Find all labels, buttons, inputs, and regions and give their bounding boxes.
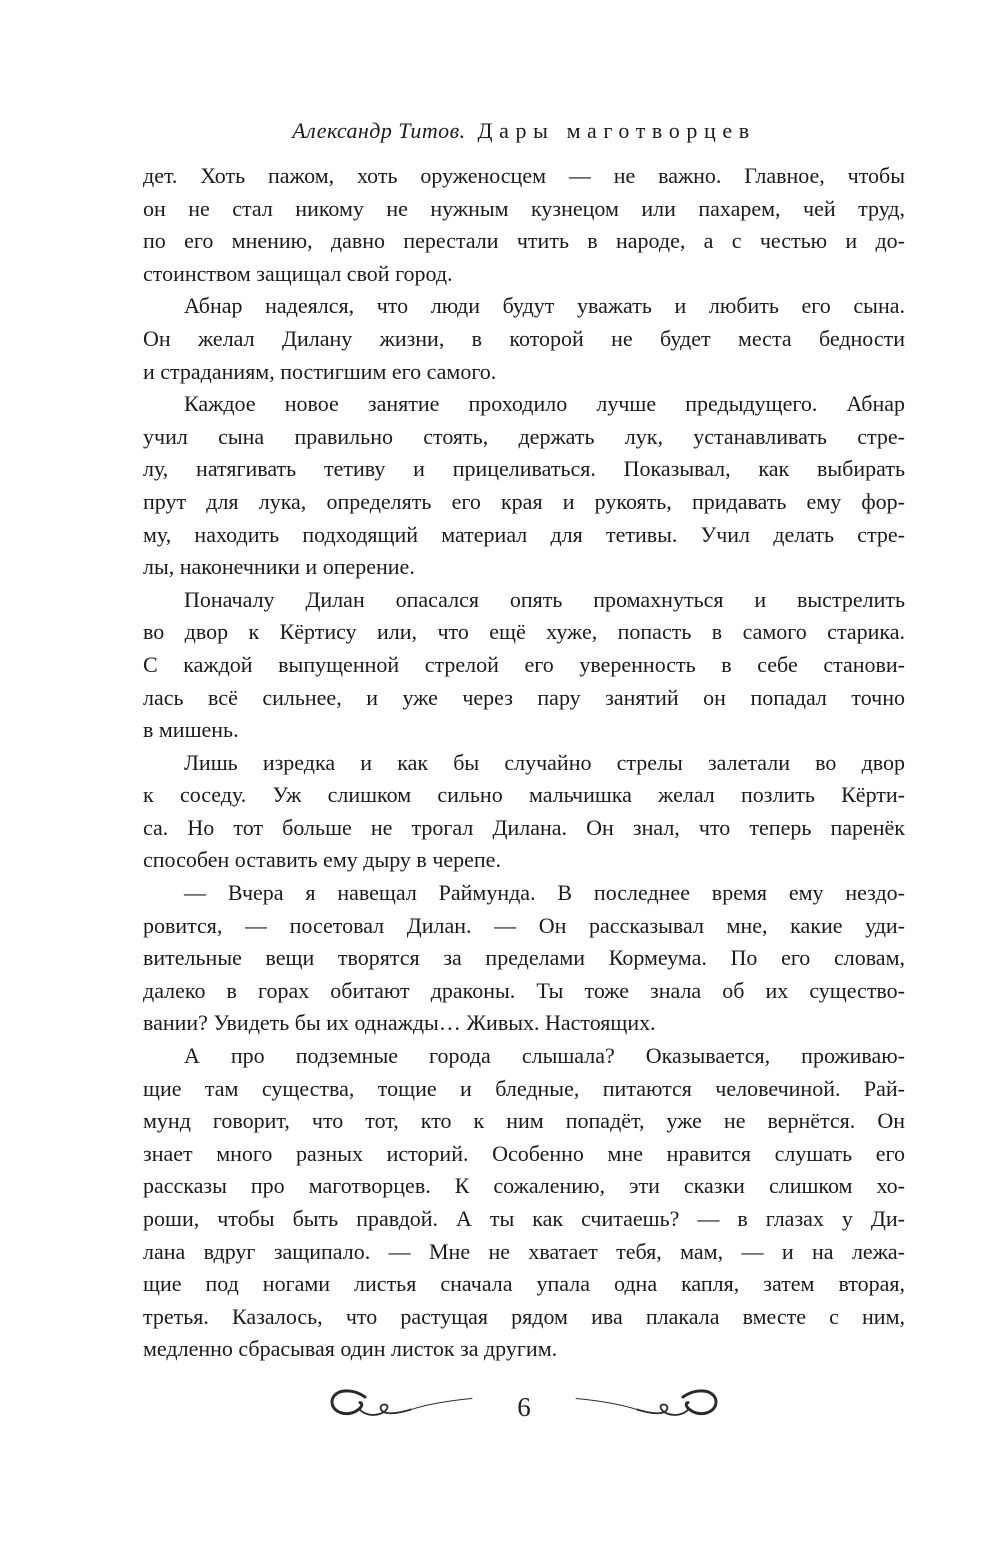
text-line: са. Но тот больше не трогал Дилана. Он знал, что теперь паренёк <box>143 814 905 840</box>
text-line: А про подземные города слышала? Оказывается, проживаю- <box>184 1043 905 1069</box>
flourish-left-icon <box>325 1385 475 1429</box>
text-line: лы, наконечники и оперение. <box>143 554 415 580</box>
paragraph <box>143 877 905 1040</box>
text-line: по его мнению, давно перестали чтить в народе, а с честью и до- <box>143 228 905 254</box>
text-line: лана вдруг защипало. — Мне не хватает тебя, мам, — и на лежа- <box>143 1238 905 1264</box>
author-name: Александр Титов. <box>292 118 466 143</box>
text-line: и страданиям, постигшим его самого. <box>143 358 497 384</box>
text-line: учил сына правильно стоять, держать лук, устанавливать стре- <box>143 423 905 449</box>
text-line: му, находить подходящий материал для тетивы. Учил делать стре- <box>143 521 905 547</box>
paragraph <box>143 1040 905 1366</box>
text-line: рассказы про маготворцев. К сожалению, эти сказки слишком хо- <box>143 1173 905 1199</box>
text-line: вительные вещи творятся за пределами Кормеума. По его словам, <box>143 945 905 971</box>
text-line: Каждое новое занятие проходило лучше предыдущего. Абнар <box>184 391 905 417</box>
text-line: знает много разных историй. Особенно мне нравится слушать его <box>143 1140 905 1166</box>
text-line: далеко в горах обитают драконы. Ты тоже знала об их существо- <box>143 977 905 1003</box>
paragraph <box>143 388 905 584</box>
text-line: роши, чтобы быть правдой. А ты как считаешь? — в глазах у Ди- <box>143 1206 905 1231</box>
body-text <box>143 160 905 1366</box>
text-line: мунд говорит, что тот, кто к ним попадёт, уже не вернётся. Он <box>143 1108 905 1134</box>
text-line: лу, натягивать тетиву и прицеливаться. Показывал, как выбирать <box>143 456 905 482</box>
paragraph <box>143 160 905 290</box>
page-number: 6 <box>517 1392 531 1422</box>
text-line: — Вчера я навещал Раймунда. В последнее время ему нездо- <box>184 880 905 906</box>
text-line: стоинством защищал свой город. <box>143 260 453 286</box>
paragraph <box>143 747 905 877</box>
text-line: в мишень. <box>143 717 239 743</box>
running-head <box>143 117 905 145</box>
text-line: Он желал Дилану жизни, в которой не будет места бедности <box>143 325 905 351</box>
text-line: щие там существа, тощие и бледные, питаются человечиной. Рай- <box>143 1075 905 1101</box>
page-footer <box>143 1381 905 1433</box>
text-line: ровится, — посетовал Дилан. — Он рассказывал мне, какие уди- <box>143 912 905 938</box>
text-line: третья. Казалось, что растущая рядом ива плакала вместе с ним, <box>143 1303 905 1329</box>
flourish-right-icon <box>573 1385 723 1429</box>
text-line: он не стал никому не нужным кузнецом или пахарем, чей труд, <box>143 195 905 221</box>
text-line: способен оставить ему дыру в черепе. <box>143 847 501 873</box>
text-line: к соседу. Уж слишком сильно мальчишка желал позлить Кёрти- <box>143 782 905 808</box>
paragraph <box>143 290 905 388</box>
text-line: прут для лука, определять его края и рукоять, придавать ему фор- <box>143 488 905 514</box>
text-line: Лишь изредка и как бы случайно стрелы залетали во двор <box>184 749 905 775</box>
text-line: Абнар надеялся, что люди будут уважать и любить его сына. <box>184 293 905 319</box>
text-line: вании? Увидеть бы их однажды… Живых. Настоящих. <box>143 1010 656 1036</box>
text-line: Поначалу Дилан опасался опять промахнуться и выстрелить <box>184 586 905 612</box>
text-line: С каждой выпущенной стрелой его уверенность в себе станови- <box>143 651 905 677</box>
book-title: Дары маготворцев <box>477 118 756 143</box>
text-line: лась всё сильнее, и уже через пару занятий он попадал точно <box>143 684 905 710</box>
text-line: щие под ногами листья сначала упала одна капля, затем вторая, <box>143 1271 905 1297</box>
paragraph <box>143 584 905 747</box>
text-line: дет. Хоть пажом, хоть оруженосцем — не важно. Главное, чтобы <box>143 163 905 188</box>
text-line: медленно сбрасывая один листок за другим. <box>143 1336 558 1362</box>
text-line: во двор к Кёртису или, что ещё хуже, попасть в самого старика. <box>143 619 905 645</box>
